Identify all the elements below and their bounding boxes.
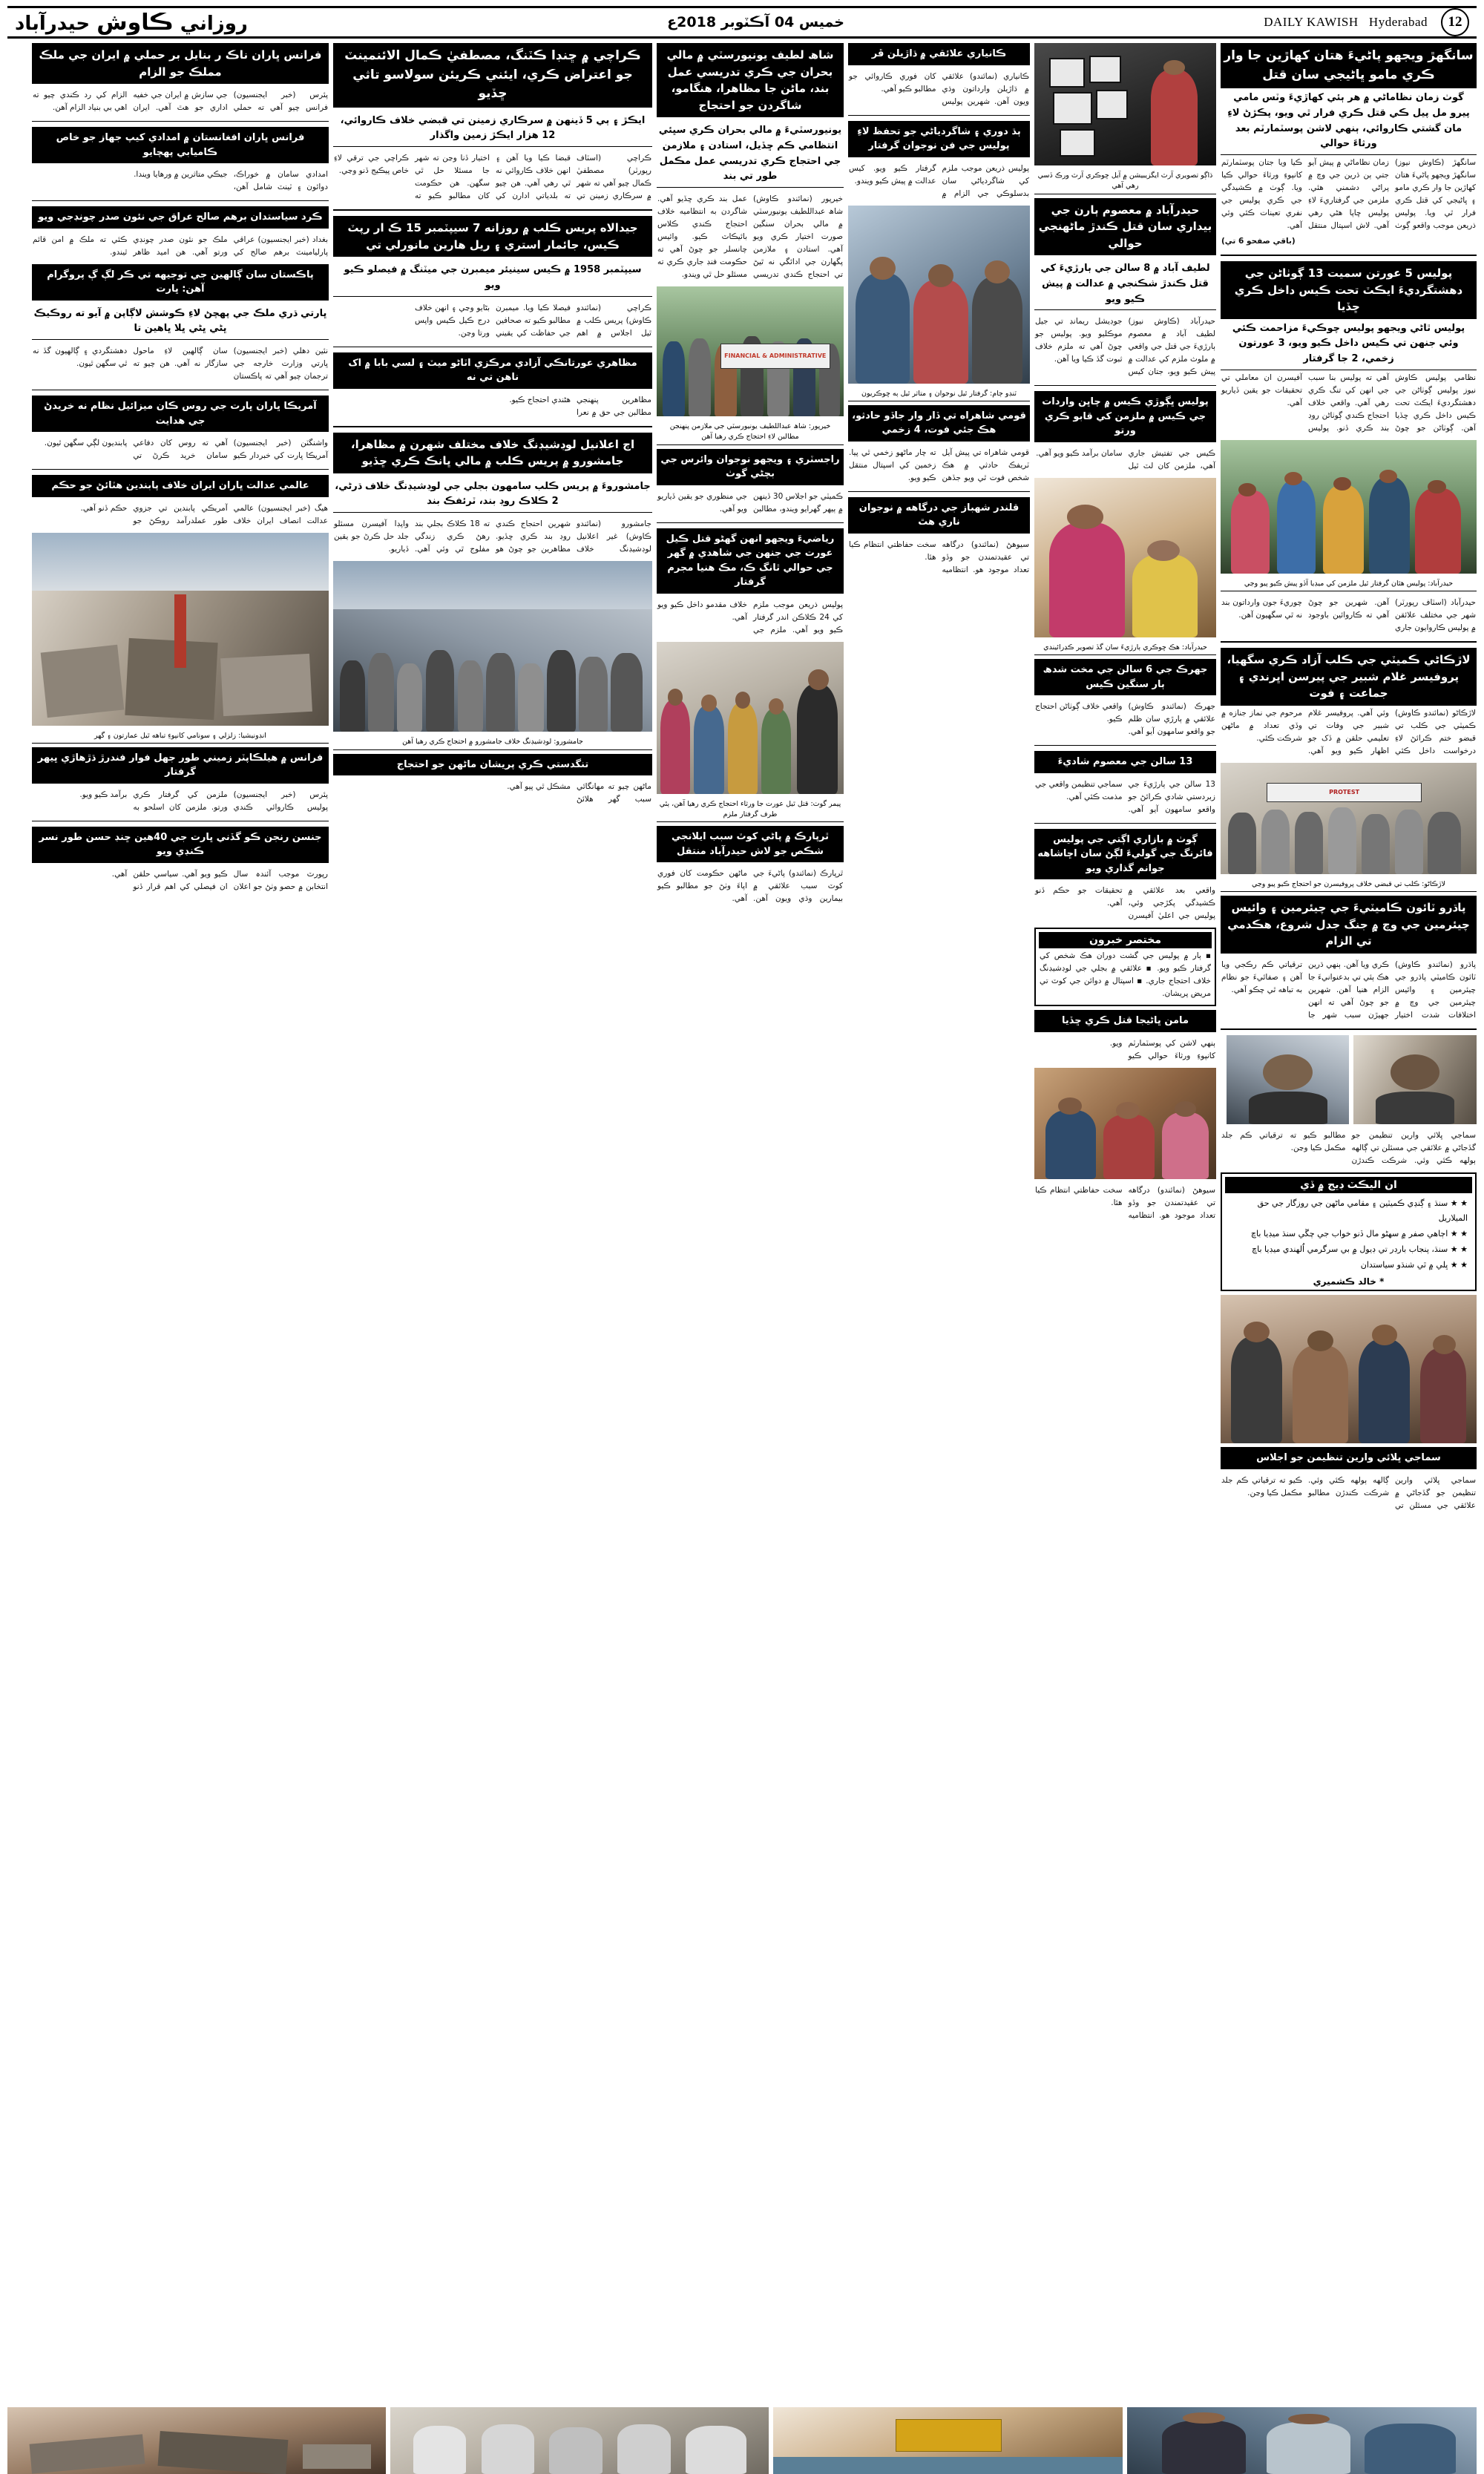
article-a5-caption: لاڙڪاڻو: ڪلب تي قبضي خلاف پروفيسرن جو احتجاج ڪيو پيو وڃي <box>1221 878 1477 892</box>
article-a6-body-2: سماجي ڀلائي وارين تنظيمن جو گڏجاڻي ۾ علائقي جي مسئلن تي ڳالهه ٻولهه ڪئي وئي. شرڪت ڪندڙن مطالبو ڪيو ته ترقياتي ڪم جلد مڪمل ڪيا وڃن. <box>1221 1475 1476 1510</box>
article-a6-headline: سماجي ڀلائي وارين تنظيمن جو اجلاس <box>1221 1447 1477 1469</box>
article-d4-caption: پيمر گوٺ: قتل ٿيل عورت جا ورثاء احتجاج ڪري رهيا آهن، ٻئي طرف گرفتار ملزم <box>657 798 844 823</box>
article-d9-headline: تنگدستي ڪري پريشان ماڻهن جو احتجاج <box>333 754 652 776</box>
article-d2-body: ڪميٽي جو اجلاس 30 ڏينهن ۾ ٻيهر گهرايو ويندو، مطالبن جي منظوري جو يقين ڏياريو ويو آهي. <box>657 491 843 513</box>
article-c3-body: ٻنهي لاشن کي پوسٽمارٽم کانپوءِ ورثاءَ حوالي ڪيو ويو. <box>1109 1038 1215 1060</box>
opinion-item-0: ★ ★ سنڌ ۽ ڳنڍي ڪميٽين ۽ مقامي ماڻهن جي روزگار جي حق الميلاريل <box>1229 1196 1468 1227</box>
opinion-box <box>1221 1172 1477 1291</box>
briefs-title: مختصر خبرون <box>1039 932 1212 948</box>
article-d2-caption: خيرپور: شاھ عبداللطيف يونيورسٽي جي ملازمن پنهنجن مطالبن لاءِ احتجاج ڪري رهيا آهن <box>657 420 844 445</box>
article-c6-body: سيوهڻ (نمائندو) درگاهه تي عقيدتمندن جو وڏو تعداد موجود هو. انتظاميه سخت حفاظتي انتظام ڪيا هئا. <box>1035 1185 1215 1220</box>
masthead-brand-name: ڪاوش <box>96 9 174 36</box>
article-c6-body-2: سيوهڻ (نمائندو) درگاهه تي عقيدتمندن جو وڏو تعداد موجود هو. انتظاميه سخت حفاظتي انتظام ڪيا هئا. <box>849 539 1029 574</box>
opinion-box-title: ان اليڪٽ ڊيج ۾ ڏي <box>1225 1177 1472 1193</box>
article-b6-headline: ڳوٺ ۾ بازاري اڳتي جي پوليس فائرنگ جي گوليءَ لڳڻ سان اڇاشاهه جوانم گذاري ويو <box>1034 829 1216 880</box>
article-a1-body: سانگهڙ (ڪاوش نيوز) سانگهڙ ويجهو پاڻيءَ هتان کهاڙين جا وار ڪري مامو ۽ ڀاڻيجي کي قتل ڪري فرار ٿي ويا. پوليس ذريعن موجب واقعو ڳوٺ زمان نظاماڻي ۾ پيش آيو جتي ٻن ڌرين جي وچ ۾ پراڻي دشمني هئي. ملزمن جي گرفتاريءَ لاءِ پوليس ڇاپا هڻي رهي آهي. لاش اسپتال منتقل ڪيا ويا جتان پوسٽمارٽم کانپوءِ ورثاءَ حوالي ڪيا ويا. ڳوٺ ۾ ڪشيدگي جي ڪري پوليس جي نفري تعينات ڪئي وئي آهي. <box>1221 158 1476 231</box>
masthead-english-city: Hyderabad <box>1368 15 1428 29</box>
article-a5-body: پاڌرو (نمائندو ڪاوش) ٽائون ڪاميٽي پاڌرو جي چيئرمين ۽ وائيس چيئرمين جي وچ ۾ اختلافات شدت اختيار ڪري ويا آهن. ٻنهي ڌرين هڪ ٻئي تي بدعنوانيءَ جا الزام هنيا آهن. شهرين جو چوڻ آهي ته انهن جھيڙن سبب شهر جا ترقياتي ڪم رڪجي ويا آهن ۽ صفائيءَ جو نظام به تباهه ٿي چڪو آهي. <box>1221 959 1476 1020</box>
article-d8-subhead: جامشوروءَ ۾ پريس ڪلب سامهون بجلي جي لوڊشيڊنگ خلاف ڌرڻي، 2 ڪلاڪ روڊ بند، ٽرئفڪ بند <box>333 477 652 513</box>
article-e5-body: رپورٽ موجب آئندہ سال انتخابن ۾ حصو وٺڻ جو اعلان ڪيو ويو آهي. سياسي حلقن ان فيصلي کي اهم قرار ڏنو آهي. <box>111 869 328 891</box>
article-f3-body: بغداد (خبر ايجنسيون) عراقي پارليامينٽ برهم صالح کي ملڪ جو نئون صدر چونڊي ورتو آهي. هن اميد ظاهر ڪئي ته ملڪ ۾ امن قائم ٿيندو. <box>33 234 328 257</box>
photo-figures <box>1221 440 1477 574</box>
photo-protest-women <box>1221 440 1477 574</box>
article-d1-headline: شاھ لطيف يونيورسٽي ۾ مالي بحران جي ڪري تدريسي عمل بند، ماڻن جا مظاهرا، هنگامو، شاگردن جو احتجاج <box>657 43 844 117</box>
article-d7-headline: مظاهري عورتانڪي آزادي مرڪزي اٽاڻو ميٽ ۽ لسي بابا ۾ اک ناهن تي نه <box>333 352 652 389</box>
article-a1 <box>1221 43 1477 249</box>
photo-sikh-leaders <box>390 2407 769 2474</box>
article-b6-body: واقعي بعد علائقي ۾ ڪشيدگي پکڙجي وئي، پوليس جي اعليٰ آفيسرن تحقيقات جو حڪم ڏنو آهي. <box>1035 886 1215 921</box>
photo-art-gallery <box>1034 43 1216 165</box>
article-b1-caption: ڌاڳو تصويري آرٽ ايگزيبيشن ۾ آيل ڇوڪري آرٽ ورڪ ڏسي رهي آهي <box>1034 169 1216 194</box>
photo-suspect-and-victims <box>848 206 1030 384</box>
article-d1-subhead: يونيورسٽيءَ ۾ مالي بحران ڪري سڀئي انتظامي ڪم ڇڏيل، استادن ۽ ملازمن جي احتجاج ڪري تدريسي عمل مڪمل طور تي بند <box>657 121 844 188</box>
photo-crowd-and-suspect <box>657 642 844 794</box>
article-d2-headline: راجسٽري ۽ ويجهو نوجوان وائرس جي بچڻي گوٺ <box>657 449 844 485</box>
portrait-1 <box>1353 1035 1477 1124</box>
article-e5-headline: جنسن رنجن ڪو گڏني ڀارت جي 40هين ڇنڊ حسن طور نسر ڪنڊي ويو <box>32 827 329 863</box>
article-b2-body: ڪانياري (نمائندو) علائقي ۾ ڌاڙيلن وارداتون وڌي ويون آهن. شهرين پوليس کان فوري ڪاروائي جو مطالبو ڪيو آهي. <box>849 71 1029 106</box>
article-f3-headline: ڪرد سياستدان برهم صالح عراق جي نئون صدر چونڊجي ويو <box>32 206 329 229</box>
masthead-date: خميس 04 آڪٽوبر 2018ع <box>667 14 844 30</box>
article-e3-headline: آمريڪا ڀاران ڀارت جي روس ڪان ميزائيل نظام نه خريدڻ جي هدايت <box>32 396 329 432</box>
masthead-brand-city: حيدرآباد <box>15 12 91 35</box>
article-b3-headline: پوليس ڀڳوڙي ڪيس ۾ چاڀن واردات جي ڪيس ۾ ملزمن کي قابو ڪري ورتو <box>1034 391 1216 442</box>
article-d1-body: خيرپور (نمائندو ڪاوش) شاھ عبداللطيف يونيورسٽي ۾ مالي بحران سنگين صورت اختيار ڪري ويو آهي. استادن ۽ ملازمن پگهارن جي ادائگي نه ٿيڻ تي احتجاج ڪندي تدريسي عمل بند ڪري ڇڏيو آهي. شاگردن به انتظاميه خلاف احتجاج ڪندي ڪلاس بائيڪاٽ ڪيو. وائيس چانسلر جو چوڻ آهي ته حڪومت فنڊ جاري ڪري ته مسئلو حل ٿي ويندو. <box>657 194 843 280</box>
photo-earthquake-debris <box>32 533 329 726</box>
article-f4-headline: فرانس ۾ هيلڪاپٽر زميني طور جهل فوار فندرڙ ڌڙهاڙي ڀيهر گرفتار <box>32 747 329 784</box>
photo-golden-temple <box>773 2407 1123 2474</box>
article-b1-headline: حيدرآباد ۾ معصوم ٻارن جي بيداري سان قتل ڪندڙ ماڻهنجي حوالي <box>1034 198 1216 256</box>
photo-road-blockade <box>333 561 652 732</box>
article-a3-caption: حيدرآباد: پوليس هٿان گرفتار ٿيل ملزمن کي ميڊيا آڏو پيش ڪيو پيو وڃي <box>1221 577 1477 591</box>
article-b4-body: جهرڪ (نمائندو ڪاوش) علائقي ۾ ٻارڙي سان ظلم جو واقعو سامهون آيو آهي. واقعي خلاف ڳوٺاڻن احتجاج ڪيو. <box>1035 702 1215 737</box>
article-e1-body: نئين دهلي (خبر ايجنسيون) ڀارتي وزارت خارجه جي ترجمان چيو آهي ته پاڪستان سان ڳالهين لاءِ ماحول سازگار نه آهي. هن چيو ته دهشتگردي ۽ ڳالهيون گڏ نه ٿي سگهن ٿيون. <box>33 347 328 381</box>
article-d9-body: ماڻهن چيو ته مهانگائي سبب گهر هلائڻ مشڪل ٿي پيو آهي. <box>507 782 651 804</box>
article-a1-headline: سانگهڙ ويجهو پاڻيءَ هتان کهاڙين جا وار ڪري مامو ڀاڻيجي سان قتل <box>1221 43 1477 88</box>
article-d8-body: جامشورو (نمائندو ڪاوش) غير اعلانيل لوڊشيڊنگ خلاف شهرين احتجاج ڪندي روڊ بند ڪري ڇڏيو. مظاهرين جو چوڻ هو ته 18 ڪلاڪ بجلي بند رهڻ ڪري زندگي مفلوج ٿي وئي آهي. واپڊا آفيسرن مسئلو جلد حل ڪرڻ جو يقين ڏياريو. <box>334 519 651 554</box>
article-f2-body: امدادي سامان ۾ خوراڪ، دوائون ۽ ٽينٽ شامل آهن، جيڪي متاثرين ۾ ورهايا ويندا. <box>134 170 328 191</box>
article-a4 <box>1221 648 1477 759</box>
article-a6-body: سماجي ڀلائي وارين تنظيمن جو گڏجاڻي ۾ علائقي جي مسئلن تي ڳالهه ٻولهه ڪئي وئي. شرڪت ڪندڙن مطالبو ڪيو ته ترقياتي ڪم جلد مڪمل ڪيا وڃن. <box>1221 1130 1476 1165</box>
article-d9-caption: جامشورو: لوڊشيڊنگ خلاف جامشورو ۾ احتجاج ڪري رهيا آهن <box>333 735 652 749</box>
article-d6-subhead: سيپٽمبر 1958 ۾ ڪيس سينيئر ميمبرن جي ميٽنگ ۾ فيصلو ڪيو ويو <box>333 260 652 297</box>
article-b3-body: ڪيس جي تفتيش جاري آهي، ملزمن کان لٽ ٿيل سامان برآمد ڪيو ويو آهي. <box>1036 448 1215 470</box>
photo-rubble-site <box>7 2407 386 2474</box>
article-f2-headline: فرانس ڀاران افغانستان ۾ امدادي کيپ جهاز جو خاص ڪاميابي پهچايو <box>32 127 329 163</box>
column-2 <box>1034 43 1216 2403</box>
article-d3-headline: رياضيءَ ويجهو انهن گهڻو قتل ڪيل عورت جي جنهن جي شاهدي ۾ گهر جي حوالي ٿانگ ڪ، مڪ هنيا مجرم گرفتار <box>657 528 844 594</box>
masthead-brand-prefix: روزاني <box>180 12 248 35</box>
article-f1-headline: فرانس ڀاران ناڪ ر بنايل بر حملي ۾ ايران جي ملڪ مملڪ جو الزام <box>32 43 329 84</box>
article-b2-headline: ڪانياري علائقي ۾ ڌاڙيلن ڦر <box>848 43 1030 65</box>
masthead <box>7 6 1477 39</box>
masthead-left <box>1264 8 1469 36</box>
photo-university-protest: FINANCIAL & ADMINISTRATIVE <box>657 286 844 416</box>
column-3 <box>848 43 1030 2403</box>
article-a2-subhead: پوليس ٿاڻي ويجهو پوليس چوڪيءَ مزاحمت ڪئي وئي جنهن تي ڪيس داخل ڪيو ويو، 3 عورتون زخمي، 2 جا گرفتار <box>1221 319 1477 370</box>
article-a4-headline: لاڙڪاڻي ڪميٽي جي ڪلب آزاد ڪري سگهيا، پروفيسر غلام شبير جي پيرسن اڀرندي ۽ جماعت ۽ فوت <box>1221 648 1477 706</box>
article-a3-body: حيدرآباد (اسٽاف رپورٽر) شهر جي مختلف علائقن ۾ پوليس ڪاروايون جاري آهن. شهرين جو چوڻ آهي ته ڪاروائين باوجود چوريءَ جون وارداتون بند نه ٿي سگهيون آهن. <box>1221 598 1476 633</box>
article-c4-body: پوليس ذريعن موجب ملزم کي شاگردياڻي سان بدسلوڪي جي الزام ۾ گرفتار ڪيو ويو. کيس عدالت ۾ پيش ڪيو ويندو. <box>849 163 1029 198</box>
opinion-item-3: ★ ★ ڀلي ۾ ٿي شنڌو سياستدان <box>1229 1258 1468 1273</box>
article-d6-body: ڪراچي (نمائندو ڪاوش) پريس ڪلب ۾ ٿيل اجلاس ۾ اهم فيصلا ڪيا ويا. ميمبرن مطالبو ڪيو ته صحافين جي حفاظت کي يقيني بڻايو وڃي ۽ انهن خلاف درج ڪيل ڪيس واپس ورتا وڃن. <box>415 303 651 338</box>
column-6 <box>32 43 329 2403</box>
article-b4-caption: حيدرآباد: هڪ ڇوڪري ٻارڙيءَ سان گڏ تصوير ڪڍرائيندي <box>1034 641 1216 655</box>
portrait-2 <box>1227 1035 1350 1124</box>
article-b1-subhead: لطيف آباد ۾ 8 سالن جي ٻارڙيءَ کي قتل ڪندڙ شڪنجي ۾ عدالت ۾ پيش ڪيو ويو <box>1034 259 1216 310</box>
article-d4-body: ٿرپارڪ (نمائندو) پاڻيءَ جي کوٽ سبب علائقي ۾ بيمارين وڌي ويون آهن. ماڻهن حڪومت کان فوري اپاءَ وٺڻ جو مطالبو ڪيو آهي. <box>657 869 843 904</box>
article-d7-body: مظاهرين پنهنجي مطالبن جي حق ۾ نعرا هڻندي احتجاج ڪيو. <box>509 395 651 417</box>
article-b1-body: حيدرآباد (ڪاوش نيوز) لطيف آباد ۾ معصوم ٻارڙيءَ جي قتل جي واقعي ۾ ملوث ملزم کي عدالت ۾ پيش ڪيو ويو، جتان کيس جوڊيشل ريمانڊ تي جيل موڪليو ويو. پوليس جو چوڻ آهي ته ملزم خلاف ثبوت گڏ ڪيا ويا آهن. <box>1035 317 1215 377</box>
masthead-english-title <box>1264 15 1428 30</box>
photo-family-interior <box>1034 1068 1216 1179</box>
article-f4-body: پئرس (خبر ايجنسيون) پوليس ڪاروائي ڪندي ملزمن کي گرفتار ڪري ورتو. ملزمن کان اسلحو به برآمد ڪيو ويو. <box>79 790 328 812</box>
article-d5-body: ڪراچي (اسٽاف رپورٽر) مصطفيٰ ڪمال چيو آهي ته شهر ۾ سرڪاري زمينن تي قبضا ڪيا ويا آهن ۽ انهن خلاف ڪاروائي نه ٿي رهي آهي. هن چيو ته بلدياتي ادارن کي اختيار ڏنا وڃن ته شهر جا مسئلا حل ٿي سگهن. هن حڪومت کان مطالبو ڪيو ته ڪراچي جي ترقي لاءِ خاص پيڪيج ڏنو وڃي. <box>334 154 651 201</box>
article-c6-headline: قلندر شهباز جي درگاهه ۾ نوجوان ناري هٿ <box>848 497 1030 534</box>
article-c3-headline: مامن ڀاڻيجا قتل ڪري ڇڏيا <box>1034 1010 1216 1032</box>
article-e1-headline: پاڪستان سان ڳالهين جي توجيهه تي ڪر لڳ ڳ پروگرام آهن: ڀارت <box>32 264 329 301</box>
photo-family-group <box>1221 1295 1477 1443</box>
article-d8-headline: اڄ اعلانيل لوڊشيڊنگ خلاف مختلف شهرن ۾ مظاهرا، جامشورو ۾ پريس ڪلب ۾ مالي ڀانڪ ڪري ڇڏيو <box>333 433 652 473</box>
article-a1-subhead: گوٺ زمان نظاماڻي ۾ هر ٻئي کهاڙيءَ وٽس مامي پيرو مل پيل ڪي قتل ڪري فرار ٿي ويو، پڪڙڻ لاءِ مان گشتي ڪاروائي، ٻنهي لاشن پوسٽمارٽم بعد ورثاءَ حوالي <box>1221 88 1477 155</box>
article-c5-headline: قومي شاهراه تي ڏار وار جاڏو حادثو، هڪ جئي فوت، 4 زخمي <box>848 405 1030 442</box>
article-e4-body: هيگ (خبر ايجنسيون) عالمي عدالت انصاف ايران خلاف آمريڪي پابندين تي جزوي طور عملدرآمد روڪڻ جو حڪم ڏنو آهي. <box>80 503 328 525</box>
article-e1-subhead: ڀارتي ڌري ملڪ جي پهچڻ لاءِ ڪوشش لاڳاپن ۾ آيو ته روڪيڪ ڀڻي ڀڻي ڀلا ڀاهين تا <box>32 304 329 341</box>
column-5 <box>333 43 652 2403</box>
column-1 <box>1221 43 1477 2403</box>
article-a4-body: لاڙڪاڻو (نمائندو ڪاوش) ڪميٽي جي ڪلب تي قبضو ختم ڪرائڻ لاءِ درخواست داخل ڪئي وئي آهي. پروفيسر غلام شبير جي وفات تي تعليمي حلقن ۾ ڏک جو اظهار ڪيو ويو آهي. مرحوم جي نماز جنازه ۾ وڏي تعداد ۾ ماڻهن شرڪت ڪئي. <box>1221 708 1476 755</box>
briefs-box <box>1034 928 1216 1006</box>
portraits-row <box>1221 1035 1477 1124</box>
masthead-english-name: DAILY KAWISH <box>1264 15 1359 29</box>
article-c5-caption: ٽنڊو ڄام: گرفتار ٿيل نوجوان ۽ متاثر ٿيل ٻه ڇوڪريون <box>848 387 1030 401</box>
article-d6-headline: جيدالاه پريس ڪلب ۾ روزانه 7 سيپٽمبر 15 ڪ ار رپٽ ڪيس، جائمار استري ۽ ريل هارين مانورلي تي <box>333 216 652 257</box>
photo-professors-protest: PROTEST <box>1221 763 1477 874</box>
masthead-brand <box>15 10 248 36</box>
article-d5-headline: ڪراچي ۾ ڇنڊا ڪٽنگ، مصطفيٰ ڪمال الائنمينٽ جو اعتراض ڪري، ايئني ڪريئن سولاسو تاثي ڇڏيو <box>333 43 652 108</box>
article-c4-headline: ٻڌ دوري ۽ شاگردياڻي جو تحفظ لاءِ پوليس جي فن نوجوان گرفتار <box>848 121 1030 157</box>
article-f1-body: پئرس (خبر ايجنسيون) فرانس چيو آهي ته حملي جي سازش ۾ ايران جي خفيه اداري جو هٿ آهي. ايران الزام کي رد ڪندي چيو ته اهي بي بنياد الزام آهن. <box>33 91 328 112</box>
article-a2-headline: پوليس 5 عورتن سميت 13 ڳوٺاڻن جي دهشتگرديءَ ايڪٽ تحت ڪيس داخل ڪري ڇڏيا <box>1221 261 1477 319</box>
opinion-box-author: * خالد ڪشميري <box>1313 1276 1385 1287</box>
article-a5-headline: پاڌرو ٽائون ڪاميٽيءَ جي چيئرمين ۽ وائيس چيئرمين جي وچ ۾ جنگ جدل شروع، هڪدمي تي الزام <box>1221 896 1477 954</box>
opinion-item-2: ★ ★ سنڌ، پنجاب بارڊر تي ڊيول ۾ بي سرگرمي اُلهندي ميڊيا باڇ <box>1229 1242 1468 1258</box>
article-a2 <box>1221 261 1477 436</box>
article-d3-body: پوليس ذريعن موجب ملزم کي 24 ڪلاڪن اندر گرفتار ڪيو ويو آهي. ملزم جي خلاف مقدمو داخل ڪيو ويو آهي. <box>657 600 843 634</box>
bottom-photo-strip <box>7 2407 1477 2474</box>
photo-women-street <box>1127 2407 1477 2474</box>
article-f4-caption: انڊونيشيا: زلزلي ۽ سونامي کانپوءِ تباهه ٿيل عمارتون ۽ گهر <box>32 729 329 744</box>
article-b5-body: 13 سالن جي ٻارڙيءَ جي زبردستي شادي ڪرائڻ جو واقعو سامهون آيو آهي. سماجي تنظيمن واقعي جي مذمت ڪئي آهي. <box>1035 779 1215 814</box>
article-d5-subhead: ايڪڙ ۽ ٻي 5 ڏينهن ۾ سرڪاري زمينن تي قبضي خلاف ڪاروائي، 12 هزار ايڪڙ زمين واگذار <box>333 111 652 148</box>
article-e4-headline: عالمي عدالت ڀاران ايران خلاف پابندين هٽائڻ جو حڪم <box>32 475 329 497</box>
article-e3-body: واشنگٽن (خبر ايجنسيون) آمريڪا ڀارت کي خبردار ڪيو آهي ته روس کان دفاعي سامان خريد ڪرڻ تي پابنديون لڳي سگهن ٿيون. <box>44 439 328 461</box>
briefs-body: ▪ ٻار ۾ پوليس جي گشت دوران هڪ شخص کي گرفتار ڪيو ويو. ▪ علائقي ۾ بجلي جي لوڊشيڊنگ خلاف احتجاج جاري. ▪ اسپتال ۾ دوائن جي کوٽ تي مريض پريشان. <box>1040 951 1211 999</box>
article-b4-headline: جهرڪ جي 6 سالن جي مخت شدھ ٻار سنگين ڪيس <box>1034 659 1216 695</box>
column-4 <box>657 43 844 2403</box>
page-number: 12 <box>1441 8 1469 36</box>
article-a2-body: نظامي پوليس ڪاوش نيوز پوليس ڳوٺاڻن جي دهشتگرديءَ ايڪٽ تحت ڪيس داخل ڪري ڇڏيا آهن. ڳوٺاڻن جو چوڻ آهي ته پوليس بنا سبب جي انهن کي تنگ ڪري رهي آهي. واقعي خلاف احتجاج ڪندي ڳوٺاڻن روڊ بند ڪري ڏنو. پوليس آفيسرن ان معاملي تي تحقيقات جو يقين ڏياريو آهي. <box>1221 373 1476 433</box>
article-c5-body: قومي شاهراه تي پيش آيل ٽريفڪ حادثي ۾ هڪ شخص فوت ٿي ويو جڏهن ته چار ماڻهو زخمي ٿي پيا. زخمين کي اسپتال منتقل ڪيو ويو. <box>849 447 1029 482</box>
article-d4-headline: ٿرپارڪ ۾ پاڻي کوٽ سبب ايلانجي شڪص جو لاش حيدرآباد منتقل <box>657 826 844 862</box>
opinion-box-items <box>1225 1193 1472 1276</box>
article-b5-headline: 13 سالن جي معصوم شاديءَ <box>1034 751 1216 773</box>
article-a1-jump: (باقي صفحو 6 تي) <box>1221 237 1296 246</box>
photo-woman-child <box>1034 478 1216 637</box>
opinion-item-1: ★ ★ اڄاهي صفر ۾ سهڻو مال ڏنو خواب جي چڱي سنڌ ميڊيا باڇ <box>1229 1227 1468 1242</box>
page-grid <box>7 43 1477 2403</box>
